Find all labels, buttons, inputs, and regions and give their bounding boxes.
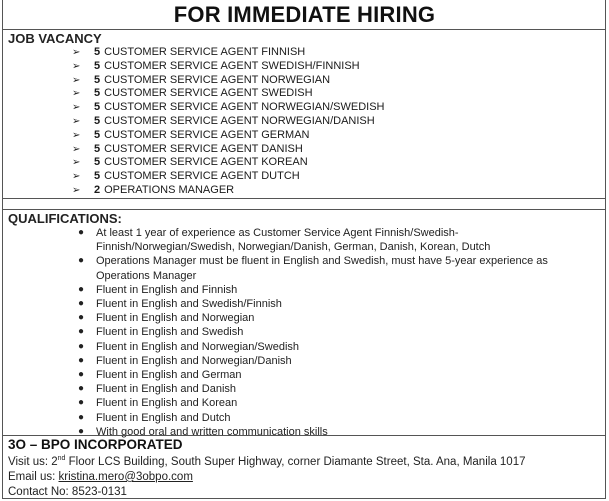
vacancy-count: 5 xyxy=(94,156,101,169)
bullet-icon: ● xyxy=(78,340,85,352)
bullet-icon: ● xyxy=(78,383,85,395)
list-item xyxy=(76,254,596,282)
visit-rest: Floor LCS Building, South Super Highway, corner Diamante Street, Sta. Ana, Manila 1017 xyxy=(65,456,526,468)
list-item xyxy=(76,354,596,368)
section-divider xyxy=(2,209,606,210)
vacancy-position: CUSTOMER SERVICE AGENT NORWEGIAN/SWEDISH xyxy=(104,101,385,114)
list-item xyxy=(76,382,596,396)
list-item xyxy=(72,143,384,157)
bullet-icon: ● xyxy=(78,411,85,423)
visit-prefix: Visit us: 2 xyxy=(8,456,58,468)
arrow-bullet-icon: ➢ xyxy=(72,115,81,127)
qualification-text: Operations Manager must be fluent in English and Swedish, must have 5-year experience as Operations Manager xyxy=(96,255,548,282)
vacancy-count: 5 xyxy=(94,59,101,72)
list-item xyxy=(76,311,596,325)
bullet-icon: ● xyxy=(78,397,85,409)
qualification-text: Fluent in English and Norwegian xyxy=(96,312,255,325)
visit-ordinal: nd xyxy=(57,455,66,463)
bullet-icon: ● xyxy=(78,298,85,310)
vacancy-position: CUSTOMER SERVICE AGENT FINNISH xyxy=(104,46,306,58)
list-item xyxy=(72,115,384,129)
company-name: 3O – BPO INCORPORATED xyxy=(8,437,183,452)
qualifications-list xyxy=(76,226,596,439)
qualifications-heading: QUALIFICATIONS: xyxy=(8,211,122,226)
vacancy-count: 5 xyxy=(94,87,101,100)
list-item xyxy=(76,411,596,425)
qualification-text: Fluent in English and Finnish xyxy=(96,283,238,296)
section-divider xyxy=(2,435,606,436)
list-item xyxy=(72,87,384,101)
qualification-text: Fluent in English and German xyxy=(96,369,242,382)
vacancy-position: CUSTOMER SERVICE AGENT DANISH xyxy=(104,142,303,155)
bullet-icon: ● xyxy=(78,227,85,238)
arrow-bullet-icon: ➢ xyxy=(72,129,81,141)
vacancy-count: 2 xyxy=(94,183,101,196)
title-divider xyxy=(2,29,606,30)
vacancy-position: OPERATIONS MANAGER xyxy=(104,183,235,196)
arrow-bullet-icon: ➢ xyxy=(72,88,81,100)
arrow-bullet-icon: ➢ xyxy=(72,74,81,86)
vacancy-count: 5 xyxy=(94,46,101,58)
section-divider xyxy=(2,198,606,199)
arrow-bullet-icon: ➢ xyxy=(72,143,81,155)
list-item xyxy=(72,60,384,74)
bullet-icon: ● xyxy=(78,312,85,324)
vacancy-position: CUSTOMER SERVICE AGENT NORWEGIAN xyxy=(104,73,331,86)
vacancy-count: 5 xyxy=(94,73,101,86)
qualification-text: Fluent in English and Swedish/Finnish xyxy=(96,298,282,311)
page-title: FOR IMMEDIATE HIRING xyxy=(173,2,436,27)
vacancy-position: CUSTOMER SERVICE AGENT KOREAN xyxy=(104,156,308,169)
arrow-bullet-icon: ➢ xyxy=(72,157,81,169)
qualification-text: At least 1 year of experience as Customer Service Agent Finnish/Swedish-Finnish/Norwegian/Swedish, Norwegian/Danish, German, Danish, Korean, Dutch xyxy=(96,227,491,254)
qualification-text: Fluent in English and Dutch xyxy=(96,411,231,424)
bullet-icon: ● xyxy=(78,369,85,381)
email-link[interactable]: kristina.mero@3obpo.com xyxy=(58,471,193,483)
arrow-bullet-icon: ➢ xyxy=(72,60,81,72)
list-item xyxy=(72,156,384,170)
vacancy-position: CUSTOMER SERVICE AGENT GERMAN xyxy=(104,128,310,141)
vacancy-count: 5 xyxy=(94,128,101,141)
arrow-bullet-icon: ➢ xyxy=(72,171,81,183)
qualification-text: With good oral and written communication skills xyxy=(96,425,328,438)
job-vacancy-heading: JOB VACANCY xyxy=(8,31,102,46)
arrow-bullet-icon: ➢ xyxy=(72,184,81,196)
email-prefix: Email us: xyxy=(8,471,59,483)
job-vacancy-list xyxy=(72,46,384,198)
list-item xyxy=(76,297,596,311)
arrow-bullet-icon: ➢ xyxy=(72,47,81,58)
vacancy-position: CUSTOMER SERVICE AGENT NORWEGIAN/DANISH xyxy=(104,114,375,127)
vacancy-count: 5 xyxy=(94,142,101,155)
list-item xyxy=(72,184,384,198)
qualification-text: Fluent in English and Danish xyxy=(96,383,237,396)
vacancy-count: 5 xyxy=(94,114,101,127)
qualification-text: Fluent in English and Korean xyxy=(96,397,238,410)
visit-address xyxy=(8,455,526,470)
arrow-bullet-icon: ➢ xyxy=(72,102,81,114)
list-item xyxy=(72,74,384,88)
bullet-icon: ● xyxy=(78,354,85,366)
email-line xyxy=(8,470,193,485)
list-item xyxy=(76,325,596,339)
bullet-icon: ● xyxy=(78,326,85,338)
list-item xyxy=(72,129,384,143)
list-item xyxy=(72,46,384,60)
vacancy-position: CUSTOMER SERVICE AGENT SWEDISH xyxy=(104,87,313,100)
vacancy-count: 5 xyxy=(94,170,101,183)
list-item xyxy=(76,226,596,254)
list-item xyxy=(76,368,596,382)
bullet-icon: ● xyxy=(78,425,85,437)
vacancy-count: 5 xyxy=(94,101,101,114)
list-item xyxy=(72,101,384,115)
vacancy-position: CUSTOMER SERVICE AGENT SWEDISH/FINNISH xyxy=(104,59,360,72)
list-item xyxy=(76,396,596,410)
bullet-icon: ● xyxy=(78,283,85,295)
vacancy-position: CUSTOMER SERVICE AGENT DUTCH xyxy=(104,170,300,183)
qualification-text: Fluent in English and Norwegian/Danish xyxy=(96,354,292,367)
list-item xyxy=(72,170,384,184)
list-item xyxy=(76,283,596,297)
qualification-text: Fluent in English and Swedish xyxy=(96,326,244,339)
contact-number: Contact No: 8523-0131 xyxy=(8,486,127,498)
bullet-icon: ● xyxy=(78,255,85,267)
qualification-text: Fluent in English and Norwegian/Swedish xyxy=(96,340,300,353)
list-item xyxy=(76,340,596,354)
